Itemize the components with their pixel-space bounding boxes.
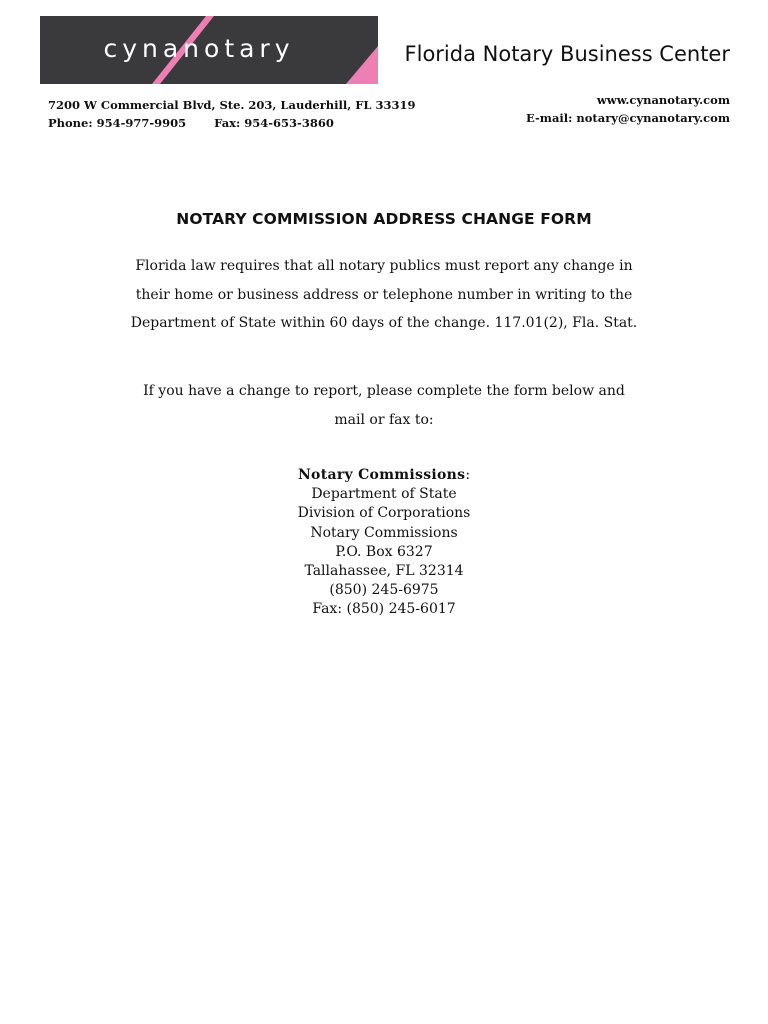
phone-fax-line	[48, 114, 415, 132]
fax-number: Fax: 954-653-3860	[214, 116, 334, 130]
business-address: 7200 W Commercial Blvd, Ste. 203, Lauderhill, FL 33319	[48, 98, 416, 112]
paragraph-line: their home or business address or telephone number in writing to the	[135, 286, 633, 303]
mailing-address-block	[0, 466, 768, 620]
address-line: (850) 245-6975	[329, 582, 439, 599]
recipient-heading-colon: :	[465, 467, 471, 483]
address-heading	[0, 466, 768, 485]
address-line: Division of Corporations	[297, 505, 471, 522]
website-link[interactable]: www.cynanotary.com	[596, 93, 730, 107]
company-logo	[40, 16, 378, 84]
contact-info-right	[526, 91, 730, 127]
recipient-heading: Notary Commissions	[297, 467, 466, 483]
paragraph-line: Department of State within 60 days of the change. 117.01(2), Fla. Stat.	[130, 315, 638, 331]
address-line: Fax: (850) 245-6017	[312, 601, 456, 618]
contact-info-left	[48, 96, 415, 132]
logo-wordmark: cynanotary	[103, 34, 295, 63]
legal-requirement-paragraph	[0, 252, 768, 338]
address-line: Notary Commissions	[310, 524, 458, 541]
form-title: NOTARY COMMISSION ADDRESS CHANGE FORM	[176, 210, 592, 228]
address-line: P.O. Box 6327	[335, 543, 433, 560]
instructions-paragraph	[0, 377, 768, 434]
paragraph-line: If you have a change to report, please complete the form below and	[143, 383, 625, 399]
business-name: Florida Notary Business Center	[404, 42, 730, 66]
email-address[interactable]: E-mail: notary@cynanotary.com	[526, 111, 730, 125]
address-line: Tallahassee, FL 32314	[304, 563, 464, 580]
paragraph-line: Florida law requires that all notary publics must report any change in	[135, 258, 633, 274]
paragraph-line: mail or fax to:	[334, 411, 434, 428]
phone-number: Phone: 954-977-9905	[48, 116, 187, 130]
address-line: Department of State	[311, 486, 457, 503]
